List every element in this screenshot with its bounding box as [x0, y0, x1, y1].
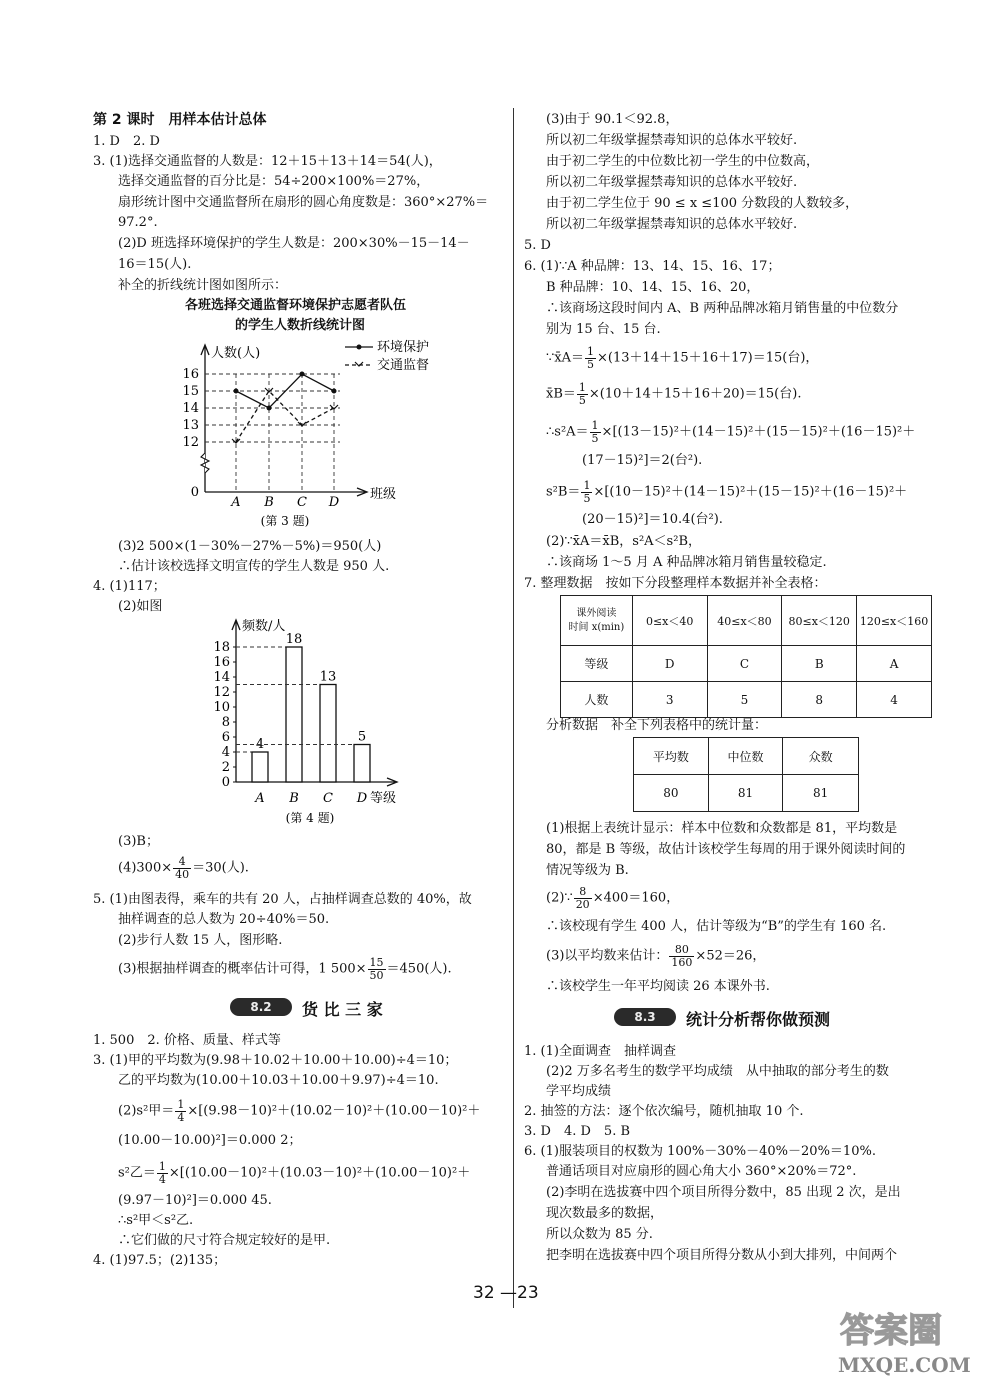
- answer-line: (10.00－10.00)²]＝0.000 2；: [118, 1133, 302, 1148]
- section-title: 统计分析帮你做预测: [686, 1010, 831, 1029]
- legend-marker: [357, 345, 362, 350]
- answer-line: 6. (1)∵A 种品牌：13、14、15、16、17；: [524, 259, 781, 274]
- answer-line: ∴该商场这段时间内 A、B 两种品牌冰箱月销售量的中位数分: [546, 301, 899, 316]
- x-tick-label: A: [231, 495, 241, 510]
- answer-line: 由于初二学生位于 90 ≤ x ≤100 分数段的人数较多，: [546, 196, 859, 211]
- x-tick-label: B: [264, 495, 274, 510]
- answer-line: (17－15)²]＝2(台²).: [582, 453, 703, 468]
- data-point: [300, 372, 305, 377]
- answer-line: 所以初二年级掌握禁毒知识的总体水平较好.: [546, 133, 798, 148]
- answer-line: (3)2 500×(1－30%－27%－5%)＝950(人): [118, 539, 382, 554]
- watermark-text-cn: 答案圈: [840, 1311, 942, 1351]
- answer-line: 学平均成绩: [546, 1084, 612, 1099]
- answer-line: (3)以平均数来估计： $\frac{80}{160}$ ×52＝26，: [546, 943, 766, 969]
- answer-line: 97.2°.: [118, 215, 158, 230]
- answer-line: (2)如图: [118, 599, 163, 614]
- table-cell: 81: [783, 775, 859, 812]
- answer-line: (2)s²甲＝ $\frac{1}{4}$ ×[(9.98－10)²＋(10.02－10)²＋(10.00－10)²＋: [118, 1098, 481, 1124]
- y-tick-label: 12: [182, 435, 199, 450]
- table-cell: 40≤x＜80: [707, 596, 782, 646]
- x-axis-label: 班级: [370, 487, 397, 502]
- data-label: 18: [285, 632, 303, 647]
- data-label: 13: [319, 669, 337, 685]
- data-label: 5: [357, 729, 367, 745]
- answer-line: 5. D: [524, 238, 551, 253]
- table-cell: 5: [707, 682, 782, 718]
- x-tick-label: B: [289, 791, 299, 806]
- answer-line: 情况等级为 B.: [546, 863, 629, 878]
- answer-line: 2. 抽签的方法：逐个依次编号，随机抽取 10 个.: [524, 1104, 804, 1119]
- answer-line: 由于初二学生的中位数比初一学生的中位数高，: [546, 154, 820, 169]
- answer-line: ∴该校现有学生 400 人，估计等级为“B”的学生有 160 名.: [546, 919, 887, 934]
- y-tick-label: 14: [182, 401, 199, 416]
- table-header: 等级: [561, 646, 633, 682]
- answer-line: ∴该校学生一年平均阅读 26 本课外书.: [546, 979, 770, 994]
- y-tick-label: 10: [213, 700, 230, 715]
- y-axis-label: 人数(人): [211, 346, 261, 361]
- x-tick-label: C: [323, 791, 333, 806]
- bar: [320, 685, 336, 783]
- answer-line: ∴估计该校选择文明宣传的学生人数是 950 人.: [118, 559, 390, 574]
- answer-line: ∴s²甲＜s²乙.: [118, 1213, 194, 1228]
- lesson-heading: 第 2 课时 用样本估计总体: [93, 112, 267, 128]
- y-tick-label: 16: [213, 655, 230, 670]
- answer-line: (2)∵ $\frac{8}{20}$ ×400＝160，: [546, 885, 680, 911]
- answer-line: (2)∵x̄A＝x̄B，s²A＜s²B，: [546, 534, 701, 549]
- bar: [252, 752, 268, 782]
- answer-line: 别为 15 台、15 台.: [546, 322, 661, 337]
- answer-line: (2)D 班选择环境保护的学生人数是：200×30%－15－14－: [118, 236, 470, 251]
- answer-line: ∴s²A＝ $\frac{1}{5}$ ×[(13－15)²＋(14－15)²＋(15－15)²＋(16－15)²＋: [546, 419, 916, 445]
- answer-line: B 种品牌：10、14、15、16、20，: [546, 280, 760, 295]
- answer-line: ∴它们做的尺寸符合规定较好的是甲.: [118, 1233, 331, 1248]
- answer-line: 3. (1)选择交通监督的人数是：12＋15＋13＋14＝54(人)，: [93, 154, 442, 169]
- table-cell: 80: [634, 775, 709, 812]
- section-tag: 8.3: [614, 1008, 676, 1026]
- watermark-logo: [830, 1298, 990, 1378]
- legend-label: 环境保护: [377, 340, 430, 355]
- chart1-title: 各班选择交通监督环境保护志愿者队伍: [185, 298, 407, 313]
- table-cell: 81: [708, 775, 783, 812]
- answer-line: 4. (1)97.5；(2)135；: [93, 1253, 227, 1268]
- bar-chart-q4: [190, 612, 430, 827]
- data-point: [332, 389, 337, 394]
- answer-line: 现次数最多的数据，: [546, 1206, 664, 1221]
- answer-line: 把李明在选拔赛中四个项目所得分数从小到大排列，中间两个: [546, 1248, 898, 1263]
- legend-label: 交通监督: [377, 358, 430, 373]
- answer-line: s²乙＝ $\frac{1}{4}$ ×[(10.00－10)²＋(10.03－10)²＋(10.00－10)²＋: [118, 1160, 471, 1186]
- statistics-table: [633, 737, 859, 812]
- y-tick-label: 15: [182, 384, 199, 399]
- answer-line: (3)由于 90.1＜92.8，: [546, 112, 679, 127]
- table-header: 众数: [783, 738, 859, 775]
- y-tick-label: 8: [221, 715, 230, 730]
- x-tick-label: D: [328, 495, 340, 510]
- chart-caption: (第 3 题): [260, 514, 310, 528]
- data-point: [234, 389, 239, 394]
- answer-line: 7. 整理数据 按如下分段整理样本数据并补全表格：: [524, 576, 827, 591]
- y-tick-label: 0: [221, 775, 230, 790]
- answer-line: 5. (1)由图表得，乘车的共有 20 人，占抽样调查总数的 40%，故: [93, 892, 472, 907]
- y-tick-label: 0: [190, 485, 199, 500]
- y-tick-label: 2: [221, 760, 230, 775]
- y-tick-label: 18: [213, 640, 230, 655]
- table-cell: C: [707, 646, 782, 682]
- table-cell: 0≤x＜40: [632, 596, 707, 646]
- table-cell: 80≤x＜120: [782, 596, 857, 646]
- table-header: 平均数: [634, 738, 709, 775]
- answer-line: 分析数据 补全下列表格中的统计量：: [546, 718, 768, 733]
- table-header: 人数: [561, 682, 633, 718]
- answer-line: (2)李明在选拔赛中四个项目所得分数中，85 出现 2 次，是出: [546, 1185, 901, 1200]
- y-tick-label: 14: [213, 670, 230, 685]
- answer-line: 4. (1)117；: [93, 579, 166, 594]
- reading-time-table: [560, 595, 932, 718]
- table-cell: 3: [632, 682, 707, 718]
- answer-line: 1. 500 2. 价格、质量、样式等: [93, 1033, 281, 1048]
- answer-line: 16＝15(人).: [118, 257, 192, 272]
- answer-line: 扇形统计图中交通监督所在扇形的圆心角度数是：360°×27%＝: [118, 195, 489, 210]
- answer-line: 所以初二年级掌握禁毒知识的总体水平较好.: [546, 217, 798, 232]
- page-number: 32 —23: [473, 1283, 539, 1303]
- answer-line: 80，都是 B 等级，故估计该校学生每周的用于课外阅读时间的: [546, 842, 906, 857]
- chart1-title-2: 的学生人数折线统计图: [235, 318, 366, 333]
- answer-line: (1)根据上表统计显示：样本中位数和众数都是 81，平均数是: [546, 821, 898, 836]
- answer-line: 3. D 4. D 5. B: [524, 1124, 631, 1139]
- answer-line: (2)步行人数 15 人，图形略.: [118, 933, 283, 948]
- answer-line: 抽样调查的总人数为 20÷40%＝50.: [118, 912, 330, 927]
- bar: [354, 745, 370, 783]
- watermark-text-en: MXQE.COM: [838, 1353, 971, 1377]
- y-tick-label: 13: [182, 418, 199, 433]
- answer-line: (9.97－10)²]＝0.000 45.: [118, 1193, 272, 1208]
- answer-line: 补全的折线统计图如图所示：: [118, 278, 288, 293]
- table-cell: A: [857, 646, 932, 682]
- x-axis-label: 等级: [370, 791, 397, 806]
- x-tick-label: A: [255, 791, 265, 806]
- table-header: 课外阅读 时间 x(min): [561, 596, 633, 646]
- data-point: [267, 406, 272, 411]
- table-cell: 120≤x＜160: [857, 596, 932, 646]
- answer-line: 6. (1)服装项目的权数为 100%－30%－40%－20%＝10%.: [524, 1144, 876, 1159]
- answer-line: s²B＝ $\frac{1}{5}$ ×[(10－15)²＋(14－15)²＋(15－15)²＋(16－15)²＋: [546, 479, 908, 505]
- answer-line: 所以众数为 85 分.: [546, 1227, 653, 1242]
- answer-line: x̄B＝ $\frac{1}{5}$ ×(10＋14＋15＋16＋20)＝15(台).: [546, 381, 802, 407]
- answer-line: ∵x̄A＝ $\frac{1}{5}$ ×(13＋14＋15＋16＋17)＝15(台)，: [546, 345, 819, 371]
- table-cell: B: [782, 646, 857, 682]
- answer-line: ∴该商场 1～5 月 A 种品牌冰箱月销售量较稳定.: [546, 555, 827, 570]
- y-tick-label: 4: [221, 745, 230, 760]
- answer-line: 1. D 2. D: [93, 134, 160, 149]
- x-tick-label: D: [356, 791, 368, 806]
- line-chart-q3: [165, 335, 465, 530]
- answer-line: (3)根据抽样调查的概率估计可得，1 500× $\frac{15}{50}$ ＝450(人).: [118, 956, 452, 982]
- answer-line: 乙的平均数为(10.00＋10.03＋10.00＋9.97)÷4＝10.: [118, 1073, 439, 1088]
- bar: [286, 647, 302, 782]
- data-label: 4: [255, 737, 265, 752]
- answer-line: (20－15)²]＝10.4(台²).: [582, 512, 723, 527]
- answer-line: (4)300× $\frac{4}{40}$ ＝30(人).: [118, 855, 249, 881]
- answer-line: (2)2 万多名考生的数学平均成绩 从中抽取的部分考生的数: [546, 1064, 889, 1079]
- chart-caption: (第 4 题): [285, 811, 335, 825]
- y-tick-label: 12: [213, 685, 230, 700]
- table-cell: 4: [857, 682, 932, 718]
- y-tick-label: 16: [182, 367, 199, 382]
- x-tick-label: C: [297, 495, 307, 510]
- section-tag: 8.2: [230, 998, 292, 1016]
- y-axis-label: 频数/人: [242, 619, 286, 634]
- column-divider: [513, 108, 514, 1308]
- section-title: 货 比 三 家: [302, 1000, 383, 1019]
- answer-line: 1. (1)全面调查 抽样调查: [524, 1044, 676, 1059]
- table-cell: D: [632, 646, 707, 682]
- answer-line: 3. (1)甲的平均数为(9.98＋10.02＋10.00＋10.00)÷4＝10；: [93, 1053, 458, 1068]
- answer-line: 所以初二年级掌握禁毒知识的总体水平较好.: [546, 175, 798, 190]
- axis-break: [201, 453, 209, 473]
- table-header: 中位数: [708, 738, 783, 775]
- answer-line: 选择交通监督的百分比是：54÷200×100%＝27%，: [118, 174, 430, 189]
- y-tick-label: 6: [221, 730, 230, 745]
- answer-line: (3)B；: [118, 834, 159, 849]
- table-cell: 8: [782, 682, 857, 718]
- answer-line: 普通话项目对应扇形的圆心角大小 360°×20%＝72°.: [546, 1164, 857, 1179]
